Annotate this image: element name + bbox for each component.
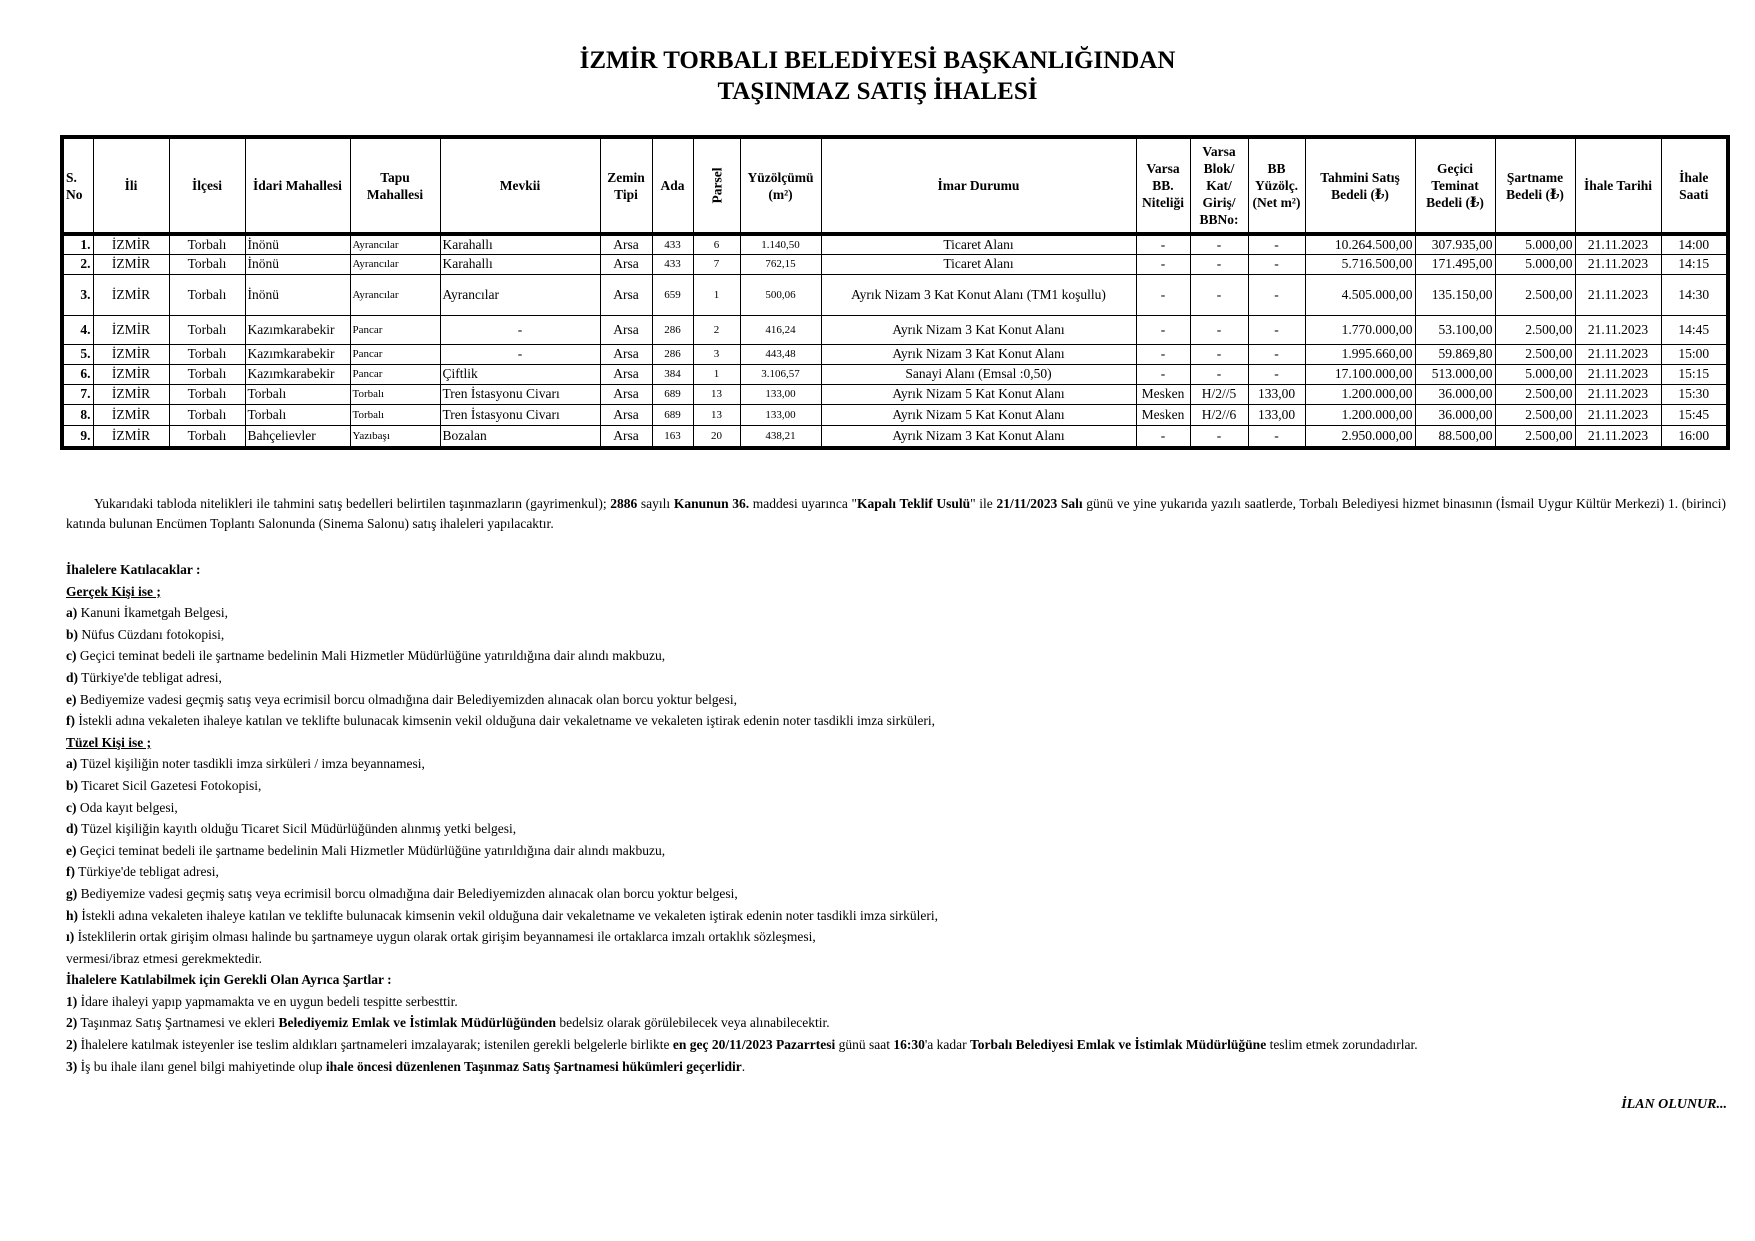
cell-nit: Mesken bbox=[1136, 384, 1190, 404]
cell-idari: İnönü bbox=[245, 254, 350, 274]
cell-yuz: 416,24 bbox=[740, 315, 821, 344]
cell-tapu: Ayrancılar bbox=[350, 274, 440, 315]
cell-idari: İnönü bbox=[245, 234, 350, 254]
cell-nit: - bbox=[1136, 315, 1190, 344]
header-bb-niteligi: Varsa BB. Niteliği bbox=[1136, 137, 1190, 234]
cell-zemin: Arsa bbox=[600, 254, 652, 274]
header-ili: İli bbox=[93, 137, 169, 234]
cell-nit: - bbox=[1136, 425, 1190, 448]
header-idari-mahallesi: İdari Mahallesi bbox=[245, 137, 350, 234]
cell-ilce: Torbalı bbox=[169, 344, 245, 364]
cell-tahmini: 1.770.000,00 bbox=[1305, 315, 1415, 344]
cell-blok: - bbox=[1190, 364, 1248, 384]
cell-imar: Sanayi Alanı (Emsal :0,50) bbox=[821, 364, 1136, 384]
cell-tarih: 21.11.2023 bbox=[1575, 344, 1661, 364]
cell-il: İZMİR bbox=[93, 425, 169, 448]
cell-il: İZMİR bbox=[93, 254, 169, 274]
cell-sart: 2.500,00 bbox=[1495, 274, 1575, 315]
cell-ilce: Torbalı bbox=[169, 364, 245, 384]
cell-ilce: Torbalı bbox=[169, 404, 245, 425]
cell-idari: Torbalı bbox=[245, 404, 350, 425]
header-tapu-mahallesi: Tapu Mahallesi bbox=[350, 137, 440, 234]
cell-tarih: 21.11.2023 bbox=[1575, 274, 1661, 315]
cell-tapu: Ayrancılar bbox=[350, 234, 440, 254]
cell-ada: 689 bbox=[652, 384, 693, 404]
cell-tapu: Torbalı bbox=[350, 384, 440, 404]
requirements-section bbox=[66, 559, 1726, 1077]
table-row bbox=[62, 404, 1728, 425]
header-yuzolcumu: Yüzölçümü (m²) bbox=[740, 137, 821, 234]
header-blok-kat: Varsa Blok/ Kat/ Giriş/ BBNo: bbox=[1190, 137, 1248, 234]
cell-parsel: 20 bbox=[693, 425, 740, 448]
list-item: h) İstekli adına vekaleten ihaleye katılan ve teklifte bulunacak kimsenin vekil olduğuna dair vekaletname ve vekaleten iştirak edenin noter tasdikli imza sirküleri, bbox=[66, 907, 938, 923]
cell-yuz: 443,48 bbox=[740, 344, 821, 364]
cell-tahmini: 2.950.000,00 bbox=[1305, 425, 1415, 448]
cell-saat: 15:00 bbox=[1661, 344, 1728, 364]
cell-mevkii: Bozalan bbox=[440, 425, 600, 448]
cell-saat: 15:30 bbox=[1661, 384, 1728, 404]
cell-ilce: Torbalı bbox=[169, 274, 245, 315]
cell-yuz: 762,15 bbox=[740, 254, 821, 274]
cell-yuz: 3.106,57 bbox=[740, 364, 821, 384]
cell-il: İZMİR bbox=[93, 404, 169, 425]
header-ada: Ada bbox=[652, 137, 693, 234]
cell-il: İZMİR bbox=[93, 274, 169, 315]
header-imar-durumu: İmar Durumu bbox=[821, 137, 1136, 234]
cell-parsel: 6 bbox=[693, 234, 740, 254]
cell-zemin: Arsa bbox=[600, 425, 652, 448]
cell-nit: Mesken bbox=[1136, 404, 1190, 425]
cell-zemin: Arsa bbox=[600, 315, 652, 344]
cell-zemin: Arsa bbox=[600, 404, 652, 425]
cell-sart: 2.500,00 bbox=[1495, 344, 1575, 364]
ilan-olunur: İLAN OLUNUR... bbox=[1621, 1097, 1727, 1112]
cell-ada: 286 bbox=[652, 315, 693, 344]
cell-sart: 5.000,00 bbox=[1495, 234, 1575, 254]
cell-ada: 659 bbox=[652, 274, 693, 315]
table-row bbox=[62, 344, 1728, 364]
cell-saat: 16:00 bbox=[1661, 425, 1728, 448]
list-item: d) Tüzel kişiliğin kayıtlı olduğu Ticaret Sicil Müdürlüğünden alınmış yetki belgesi, bbox=[66, 821, 517, 837]
sart-item: 2) İhalelere katılmak isteyenler ise teslim aldıkları şartnameleri imzalayarak; istenilen gerekli belgelerle birlikte en geç 20/11/2023 Pazarrtesi günü saat 16:30'a kadar Torbalı Belediyesi Emlak ve İstimlak Müdürlüğüne teslim etmek zorundadırlar. bbox=[66, 1037, 1418, 1053]
cell-saat: 15:15 bbox=[1661, 364, 1728, 384]
list-item: c) Oda kayıt belgesi, bbox=[66, 799, 178, 815]
cell-ilce: Torbalı bbox=[169, 425, 245, 448]
cell-nit: - bbox=[1136, 234, 1190, 254]
list-item: e) Bediyemize vadesi geçmiş satış veya ecrimisil borcu olmadığına dair Belediyemizden alınacak olan borcu yoktur belgesi, bbox=[66, 691, 738, 707]
cell-idari: Kazımkarabekir bbox=[245, 315, 350, 344]
cell-zemin: Arsa bbox=[600, 384, 652, 404]
list-item: a) Tüzel kişiliğin noter tasdikli imza sirküleri / imza beyannamesi, bbox=[66, 756, 425, 772]
header-parsel bbox=[693, 137, 740, 234]
cell-tarih: 21.11.2023 bbox=[1575, 425, 1661, 448]
header-parsel-label: Parsel bbox=[709, 167, 724, 204]
cell-tapu: Yazıbaşı bbox=[350, 425, 440, 448]
cell-teminat: 53.100,00 bbox=[1415, 315, 1495, 344]
cell-zemin: Arsa bbox=[600, 234, 652, 254]
cell-tahmini: 1.200.000,00 bbox=[1305, 384, 1415, 404]
cell-tarih: 21.11.2023 bbox=[1575, 234, 1661, 254]
list-item: e) Geçici teminat bedeli ile şartname bedelinin Mali Hizmetler Müdürlüğüne yatırıldığına dair alındı makbuzu, bbox=[66, 842, 666, 858]
list-item: b) Nüfus Cüzdanı fotokopisi, bbox=[66, 626, 225, 642]
cell-il: İZMİR bbox=[93, 315, 169, 344]
header-ihale-saati: İhale Saati bbox=[1661, 137, 1728, 234]
header-ilcesi: İlçesi bbox=[169, 137, 245, 234]
cell-parsel: 2 bbox=[693, 315, 740, 344]
cell-blok: - bbox=[1190, 234, 1248, 254]
document-subtitle: TAŞINMAZ SATIŞ İHALESİ bbox=[717, 78, 1038, 105]
sart-item: 1) İdare ihaleyi yapıp yapmamakta ve en uygun bedeli tespitte serbesttir. bbox=[66, 993, 458, 1009]
cell-ilce: Torbalı bbox=[169, 315, 245, 344]
gercek-kisi-heading: Gerçek Kişi ise ; bbox=[66, 583, 161, 599]
cell-no: 1. bbox=[62, 234, 93, 254]
cell-sart: 5.000,00 bbox=[1495, 364, 1575, 384]
cell-no: 8. bbox=[62, 404, 93, 425]
cell-teminat: 88.500,00 bbox=[1415, 425, 1495, 448]
cell-il: İZMİR bbox=[93, 364, 169, 384]
cell-teminat: 135.150,00 bbox=[1415, 274, 1495, 315]
cell-parsel: 7 bbox=[693, 254, 740, 274]
header-gecici-teminat: Geçici Teminat Bedeli (₺) bbox=[1415, 137, 1495, 234]
list-item: b) Ticaret Sicil Gazetesi Fotokopisi, bbox=[66, 777, 262, 793]
table-row bbox=[62, 274, 1728, 315]
cell-mevkii: Karahallı bbox=[440, 234, 600, 254]
cell-saat: 14:45 bbox=[1661, 315, 1728, 344]
cell-tapu: Torbalı bbox=[350, 404, 440, 425]
tuzel-kisi-heading: Tüzel Kişi ise ; bbox=[66, 734, 152, 750]
cell-no: 5. bbox=[62, 344, 93, 364]
cell-blok: - bbox=[1190, 344, 1248, 364]
cell-nit: - bbox=[1136, 254, 1190, 274]
cell-tapu: Pancar bbox=[350, 344, 440, 364]
cell-idari: Bahçelievler bbox=[245, 425, 350, 448]
cell-tarih: 21.11.2023 bbox=[1575, 364, 1661, 384]
cell-yuz: 500,06 bbox=[740, 274, 821, 315]
cell-sart: 2.500,00 bbox=[1495, 384, 1575, 404]
cell-teminat: 36.000,00 bbox=[1415, 384, 1495, 404]
header-ihale-tarihi: İhale Tarihi bbox=[1575, 137, 1661, 234]
cell-tahmini: 17.100.000,00 bbox=[1305, 364, 1415, 384]
cell-blok: H/2//5 bbox=[1190, 384, 1248, 404]
cell-sart: 5.000,00 bbox=[1495, 254, 1575, 274]
cell-imar: Ticaret Alanı bbox=[821, 254, 1136, 274]
cell-nit: - bbox=[1136, 274, 1190, 315]
table-header-row bbox=[62, 137, 1728, 234]
header-sartname-bedeli: Şartname Bedeli (₺) bbox=[1495, 137, 1575, 234]
cell-tahmini: 1.200.000,00 bbox=[1305, 404, 1415, 425]
tuzel-kisi-list bbox=[66, 753, 1726, 947]
cell-parsel: 1 bbox=[693, 274, 740, 315]
cell-sart: 2.500,00 bbox=[1495, 315, 1575, 344]
cell-tarih: 21.11.2023 bbox=[1575, 404, 1661, 425]
cell-parsel: 13 bbox=[693, 404, 740, 425]
header-zemin-tipi: Zemin Tipi bbox=[600, 137, 652, 234]
cell-zemin: Arsa bbox=[600, 344, 652, 364]
cell-blok: - bbox=[1190, 315, 1248, 344]
list-item: f) Türkiye'de tebligat adresi, bbox=[66, 864, 219, 880]
cell-teminat: 59.869,80 bbox=[1415, 344, 1495, 364]
cell-bb: 133,00 bbox=[1248, 384, 1305, 404]
cell-tarih: 21.11.2023 bbox=[1575, 384, 1661, 404]
cell-bb: - bbox=[1248, 234, 1305, 254]
list-item: ı) İsteklilerin ortak girişim olması halinde bu şartnameye uygun olarak ortak girişim beyannamesi ile ortaklarca imzalı ortaklık sözleşmesi, bbox=[66, 929, 816, 945]
cell-teminat: 307.935,00 bbox=[1415, 234, 1495, 254]
sartlar-heading: İhalelere Katılabilmek için Gerekli Olan Ayrıca Şartlar : bbox=[66, 972, 392, 988]
cell-bb: - bbox=[1248, 315, 1305, 344]
sart-item: 2) Taşınmaz Satış Şartnamesi ve ekleri Belediyemiz Emlak ve İstimlak Müdürlüğünden bedelsiz olarak görülebilecek veya alınabilecektir. bbox=[66, 1015, 830, 1031]
cell-imar: Ayrık Nizam 3 Kat Konut Alanı bbox=[821, 425, 1136, 448]
cell-zemin: Arsa bbox=[600, 274, 652, 315]
cell-teminat: 36.000,00 bbox=[1415, 404, 1495, 425]
property-table bbox=[60, 135, 1730, 450]
cell-saat: 14:15 bbox=[1661, 254, 1728, 274]
cell-mevkii: Tren İstasyonu Civarı bbox=[440, 404, 600, 425]
document-title: İZMİR TORBALI BELEDİYESİ BAŞKANLIĞINDAN bbox=[579, 47, 1176, 74]
cell-idari: Kazımkarabekir bbox=[245, 364, 350, 384]
cell-no: 4. bbox=[62, 315, 93, 344]
header-bb-yuzolcum: BB Yüzölç. (Net m²) bbox=[1248, 137, 1305, 234]
cell-imar: Ayrık Nizam 3 Kat Konut Alanı bbox=[821, 315, 1136, 344]
cell-yuz: 1.140,50 bbox=[740, 234, 821, 254]
cell-sart: 2.500,00 bbox=[1495, 404, 1575, 425]
list-item: c) Geçici teminat bedeli ile şartname bedelinin Mali Hizmetler Müdürlüğüne yatırıldığına dair alındı makbuzu, bbox=[66, 648, 666, 664]
cell-parsel: 3 bbox=[693, 344, 740, 364]
gercek-kisi-list bbox=[66, 602, 1726, 732]
vermesi-line: vermesi/ibraz etmesi gerekmektedir. bbox=[66, 950, 263, 966]
cell-idari: Kazımkarabekir bbox=[245, 344, 350, 364]
cell-teminat: 171.495,00 bbox=[1415, 254, 1495, 274]
cell-tahmini: 5.716.500,00 bbox=[1305, 254, 1415, 274]
cell-yuz: 438,21 bbox=[740, 425, 821, 448]
cell-bb: - bbox=[1248, 274, 1305, 315]
cell-bb: - bbox=[1248, 344, 1305, 364]
cell-blok: - bbox=[1190, 254, 1248, 274]
cell-no: 3. bbox=[62, 274, 93, 315]
cell-tahmini: 1.995.660,00 bbox=[1305, 344, 1415, 364]
cell-mevkii: Tren İstasyonu Civarı bbox=[440, 384, 600, 404]
list-item: g) Bediyemize vadesi geçmiş satış veya ecrimisil borcu olmadığına dair Belediyemizden alınacak olan borcu yoktur belgesi, bbox=[66, 885, 738, 901]
list-item: f) İstekli adına vekaleten ihaleye katılan ve teklifte bulunacak kimsenin vekil olduğuna dair vekaletname ve vekaleten iştirak edenin noter tasdikli imza sirküleri, bbox=[66, 713, 935, 729]
cell-imar: Ayrık Nizam 3 Kat Konut Alanı bbox=[821, 344, 1136, 364]
table-row bbox=[62, 315, 1728, 344]
cell-nit: - bbox=[1136, 344, 1190, 364]
cell-bb: 133,00 bbox=[1248, 404, 1305, 425]
cell-imar: Ayrık Nizam 5 Kat Konut Alanı bbox=[821, 404, 1136, 425]
cell-blok: - bbox=[1190, 274, 1248, 315]
cell-tahmini: 10.264.500,00 bbox=[1305, 234, 1415, 254]
cell-yuz: 133,00 bbox=[740, 384, 821, 404]
cell-no: 7. bbox=[62, 384, 93, 404]
cell-parsel: 13 bbox=[693, 384, 740, 404]
cell-ilce: Torbalı bbox=[169, 254, 245, 274]
table-row bbox=[62, 384, 1728, 404]
header-mevkii: Mevkii bbox=[440, 137, 600, 234]
cell-ilce: Torbalı bbox=[169, 384, 245, 404]
cell-tahmini: 4.505.000,00 bbox=[1305, 274, 1415, 315]
cell-parsel: 1 bbox=[693, 364, 740, 384]
cell-idari: Torbalı bbox=[245, 384, 350, 404]
cell-mevkii: Karahallı bbox=[440, 254, 600, 274]
cell-ada: 689 bbox=[652, 404, 693, 425]
cell-zemin: Arsa bbox=[600, 364, 652, 384]
header-sno: S. No bbox=[62, 137, 93, 234]
cell-mevkii: Ayrancılar bbox=[440, 274, 600, 315]
cell-tapu: Pancar bbox=[350, 364, 440, 384]
cell-blok: H/2//6 bbox=[1190, 404, 1248, 425]
katilacaklar-heading: İhalelere Katılacaklar : bbox=[66, 562, 201, 577]
cell-ada: 286 bbox=[652, 344, 693, 364]
cell-bb: - bbox=[1248, 425, 1305, 448]
list-item: a) Kanuni İkametgah Belgesi, bbox=[66, 605, 228, 621]
cell-il: İZMİR bbox=[93, 344, 169, 364]
table-row bbox=[62, 425, 1728, 448]
cell-ilce: Torbalı bbox=[169, 234, 245, 254]
cell-ada: 163 bbox=[652, 425, 693, 448]
cell-mevkii: - bbox=[440, 344, 600, 364]
cell-tarih: 21.11.2023 bbox=[1575, 254, 1661, 274]
cell-sart: 2.500,00 bbox=[1495, 425, 1575, 448]
cell-imar: Ayrık Nizam 3 Kat Konut Alanı (TM1 koşullu) bbox=[821, 274, 1136, 315]
table-row bbox=[62, 254, 1728, 274]
cell-idari: İnönü bbox=[245, 274, 350, 315]
cell-tarih: 21.11.2023 bbox=[1575, 315, 1661, 344]
cell-no: 6. bbox=[62, 364, 93, 384]
cell-no: 2. bbox=[62, 254, 93, 274]
cell-il: İZMİR bbox=[93, 234, 169, 254]
cell-tapu: Pancar bbox=[350, 315, 440, 344]
cell-tapu: Ayrancılar bbox=[350, 254, 440, 274]
cell-bb: - bbox=[1248, 254, 1305, 274]
cell-imar: Ticaret Alanı bbox=[821, 234, 1136, 254]
cell-ada: 384 bbox=[652, 364, 693, 384]
cell-mevkii: - bbox=[440, 315, 600, 344]
cell-saat: 15:45 bbox=[1661, 404, 1728, 425]
cell-no: 9. bbox=[62, 425, 93, 448]
cell-ada: 433 bbox=[652, 254, 693, 274]
sart-item: 3) İş bu ihale ilanı genel bilgi mahiyetinde olup ihale öncesi düzenlenen Taşınmaz Satış Şartnamesi hükümleri geçerlidir. bbox=[66, 1058, 746, 1074]
cell-bb: - bbox=[1248, 364, 1305, 384]
cell-il: İZMİR bbox=[93, 384, 169, 404]
cell-blok: - bbox=[1190, 425, 1248, 448]
table-row bbox=[62, 234, 1728, 254]
table-row bbox=[62, 364, 1728, 384]
cell-mevkii: Çiftlik bbox=[440, 364, 600, 384]
cell-nit: - bbox=[1136, 364, 1190, 384]
cell-ada: 433 bbox=[652, 234, 693, 254]
cell-saat: 14:30 bbox=[1661, 274, 1728, 315]
list-item: d) Türkiye'de tebligat adresi, bbox=[66, 669, 222, 685]
cell-teminat: 513.000,00 bbox=[1415, 364, 1495, 384]
cell-yuz: 133,00 bbox=[740, 404, 821, 425]
header-tahmini-bedel: Tahmini Satış Bedeli (₺) bbox=[1305, 137, 1415, 234]
cell-saat: 14:00 bbox=[1661, 234, 1728, 254]
intro-paragraph: Yukarıdaki tabloda nitelikleri ile tahmini satış bedelleri belirtilen taşınmazların (gayrimenkul); 2886 sayılı Kanunun 36. maddesi uyarınca "Kapalı Teklif Usulü" ile 21/11/2023 Salı günü ve yine yukarıda yazılı saatlerde, Torbalı Belediyesi hizmet binasının (İsmail Uygur Kültür Merkezi) 1. (birinci) katında bulunan Encümen Toplantı Salonunda (Sinema Salonu) satış ihaleleri yapılacaktır. bbox=[66, 496, 1727, 531]
cell-imar: Ayrık Nizam 5 Kat Konut Alanı bbox=[821, 384, 1136, 404]
